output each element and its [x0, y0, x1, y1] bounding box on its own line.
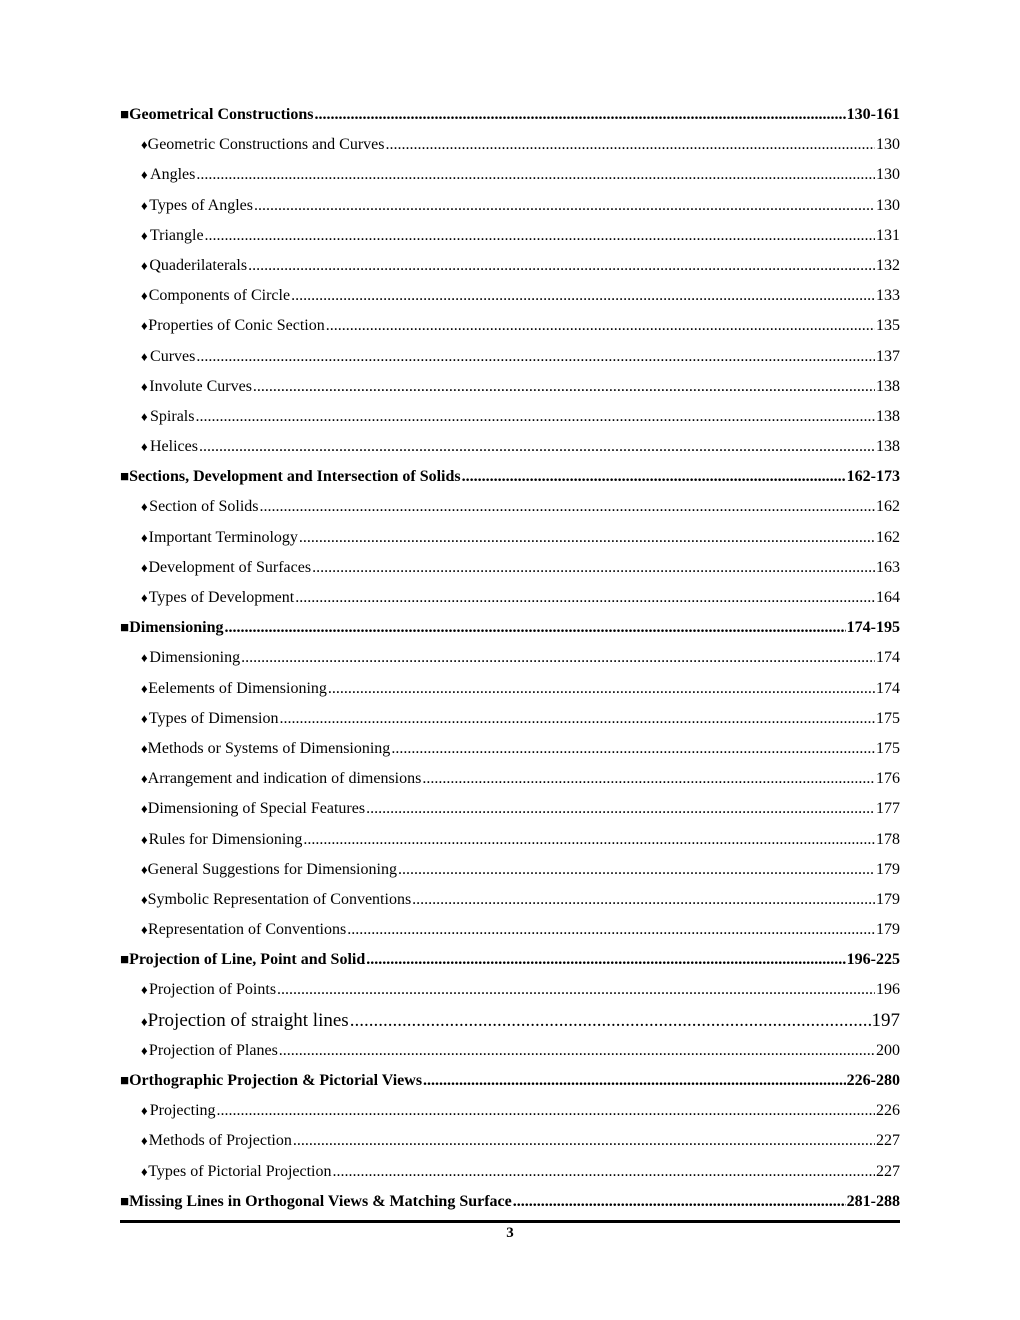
dot-leader — [303, 825, 875, 855]
section-page-range: 196-225 — [846, 951, 900, 969]
entry-page-number: 163 — [876, 558, 900, 576]
section-page-range: 174-195 — [846, 619, 900, 637]
diamond-bullet-icon: ♦ — [141, 740, 148, 756]
toc-entry-row[interactable] — [120, 221, 900, 251]
dot-leader — [333, 1157, 876, 1187]
square-bullet-icon: ■ — [120, 952, 130, 969]
toc-entry-row[interactable] — [120, 1006, 900, 1036]
entry-page-number: 130 — [876, 196, 900, 214]
dot-leader — [326, 311, 875, 341]
dot-leader — [462, 462, 846, 492]
entry-title: Eelements of Dimensioning — [148, 679, 327, 697]
toc-entry-row[interactable] — [120, 855, 900, 885]
toc-section-row[interactable] — [120, 100, 900, 130]
dot-leader — [260, 492, 875, 522]
page-number: 3 — [506, 1225, 514, 1241]
dot-leader — [195, 402, 875, 432]
dot-leader — [241, 643, 875, 673]
diamond-bullet-icon: ♦ — [141, 861, 148, 877]
diamond-bullet-icon: ♦ — [141, 680, 148, 696]
toc-entry-row[interactable] — [120, 402, 900, 432]
diamond-bullet-icon: ♦ — [141, 288, 148, 304]
entry-title: Components of Circle — [148, 287, 291, 305]
toc-entry-row[interactable] — [120, 372, 900, 402]
dot-leader — [277, 975, 875, 1005]
diamond-bullet-icon: ♦ — [141, 408, 148, 424]
toc-entry-row[interactable] — [120, 915, 900, 945]
entry-title: Arrangement and indication of dimensions — [147, 770, 422, 788]
entry-page-number: 227 — [876, 1162, 900, 1180]
dot-leader — [513, 1187, 846, 1217]
diamond-bullet-icon: ♦ — [141, 1103, 148, 1119]
dot-leader — [253, 372, 875, 402]
diamond-bullet-icon: ♦ — [141, 318, 148, 334]
square-bullet-icon: ■ — [120, 620, 130, 637]
section-page-range: 130-161 — [846, 106, 900, 123]
dot-leader — [314, 100, 845, 130]
entry-page-number: 197 — [871, 1009, 900, 1031]
square-bullet-icon: ■ — [120, 1193, 130, 1210]
dot-leader — [291, 281, 875, 311]
toc-entry-row[interactable] — [120, 1096, 900, 1126]
section-title: Missing Lines in Orthogonal Views & Matching Surface — [129, 1192, 512, 1210]
toc-section-row[interactable] — [120, 613, 900, 643]
diamond-bullet-icon: ♦ — [141, 1133, 148, 1149]
toc-entry-row[interactable] — [120, 160, 900, 190]
entry-page-number: 179 — [876, 890, 900, 908]
dot-leader — [205, 221, 875, 251]
entry-page-number: 138 — [876, 407, 900, 425]
entry-page-number: 178 — [876, 830, 900, 848]
entry-title: Quaderilaterals — [149, 256, 248, 274]
square-bullet-icon: ■ — [120, 469, 130, 486]
diamond-bullet-icon: ♦ — [141, 439, 148, 455]
diamond-bullet-icon: ♦ — [141, 227, 148, 243]
entry-page-number: 200 — [876, 1041, 900, 1059]
entry-title: Helices — [149, 438, 198, 456]
dot-leader — [312, 553, 875, 583]
section-title: Geometrical Constructions — [129, 106, 314, 123]
toc-section-row[interactable] — [120, 1187, 900, 1217]
entry-title: Symbolic Representation of Conventions — [147, 890, 412, 908]
diamond-bullet-icon: ♦ — [141, 771, 148, 787]
entry-title: Triangle — [149, 226, 204, 244]
table-of-contents — [120, 100, 900, 1217]
entry-page-number: 138 — [876, 377, 900, 395]
entry-title: Angles — [150, 166, 196, 184]
entry-page-number: 162 — [876, 498, 900, 516]
entry-title: Development of Surfaces — [148, 558, 312, 576]
toc-entry-row[interactable] — [120, 130, 900, 160]
toc-section-row[interactable] — [120, 462, 900, 492]
entry-page-number: 138 — [876, 438, 900, 456]
entry-title: Types of Development — [148, 589, 295, 606]
diamond-bullet-icon: ♦ — [141, 167, 148, 183]
entry-title: Projection of Planes — [148, 1041, 278, 1059]
entry-title: Methods of Projection — [148, 1132, 292, 1150]
square-bullet-icon: ■ — [120, 107, 130, 123]
dot-leader — [347, 915, 875, 945]
diamond-bullet-icon: ♦ — [141, 710, 148, 726]
entry-title: Types of Dimension — [148, 709, 279, 727]
diamond-bullet-icon: ♦ — [141, 801, 148, 817]
toc-entry-row[interactable] — [120, 825, 900, 855]
section-title: Dimensioning — [129, 619, 224, 637]
entry-page-number: 177 — [876, 800, 900, 818]
entry-title: Curves — [150, 347, 196, 365]
entry-page-number: 179 — [876, 921, 900, 939]
diamond-bullet-icon: ♦ — [141, 1163, 148, 1179]
dot-leader — [391, 734, 875, 764]
entry-title: Methods or Systems of Dimensioning — [147, 739, 391, 757]
entry-page-number: 175 — [876, 709, 900, 727]
toc-entry-row[interactable] — [120, 281, 900, 311]
entry-page-number: 196 — [876, 981, 900, 999]
entry-title: General Suggestions for Dimensioning — [147, 860, 397, 878]
entry-page-number: 174 — [876, 649, 900, 667]
toc-entry-row[interactable] — [120, 734, 900, 764]
dot-leader — [328, 674, 875, 704]
entry-title: Types of Pictorial Projection — [148, 1162, 332, 1180]
diamond-bullet-icon: ♦ — [141, 891, 148, 907]
toc-entry-row[interactable] — [120, 764, 900, 794]
dot-leader — [217, 1096, 875, 1126]
toc-entry-row[interactable] — [120, 674, 900, 704]
dot-leader — [254, 191, 875, 221]
dot-leader — [412, 885, 875, 915]
toc-entry-row[interactable] — [120, 704, 900, 734]
dot-leader — [248, 251, 875, 281]
section-page-range: 281-288 — [846, 1192, 900, 1210]
entry-page-number: 176 — [876, 770, 900, 788]
toc-entry-row[interactable] — [120, 523, 900, 553]
entry-title: Projection of straight lines — [147, 1009, 349, 1031]
section-title: Orthographic Projection & Pictorial Views — [129, 1072, 423, 1089]
toc-entry-row[interactable] — [120, 432, 900, 462]
entry-page-number: 175 — [876, 739, 900, 757]
diamond-bullet-icon: ♦ — [141, 650, 148, 666]
toc-entry-row[interactable] — [120, 251, 900, 281]
diamond-bullet-icon: ♦ — [141, 348, 148, 364]
entry-title: Involute Curves — [149, 377, 252, 395]
toc-entry-row[interactable] — [120, 342, 900, 372]
toc-entry-row[interactable] — [120, 1036, 900, 1066]
entry-title: Properties of Conic Section — [148, 317, 325, 335]
toc-entry-row[interactable] — [120, 583, 900, 613]
entry-page-number: 131 — [876, 226, 900, 244]
dot-leader — [366, 945, 845, 975]
entry-page-number: 130 — [876, 136, 900, 154]
toc-section-row[interactable] — [120, 1066, 900, 1096]
entry-page-number: 179 — [876, 860, 900, 878]
toc-entry-row[interactable] — [120, 1157, 900, 1187]
diamond-bullet-icon: ♦ — [141, 499, 148, 515]
dot-leader — [422, 764, 875, 794]
dot-leader — [293, 1126, 875, 1156]
entry-page-number: 135 — [876, 317, 900, 335]
entry-title: Important Terminology — [148, 528, 298, 546]
toc-entry-row[interactable] — [120, 643, 900, 673]
entry-page-number: 130 — [876, 166, 900, 184]
toc-entry-row[interactable] — [120, 311, 900, 341]
dot-leader — [199, 432, 875, 462]
section-page-range: 226-280 — [846, 1072, 900, 1089]
dot-leader — [295, 583, 875, 613]
dot-leader — [279, 704, 875, 734]
dot-leader — [279, 1036, 875, 1066]
entry-page-number: 164 — [876, 589, 900, 606]
toc-entry-row[interactable] — [120, 794, 900, 824]
diamond-bullet-icon: ♦ — [141, 1013, 148, 1029]
dot-leader — [299, 523, 875, 553]
entry-title: Projecting — [149, 1102, 216, 1120]
entry-page-number: 174 — [876, 679, 900, 697]
section-title: Projection of Line, Point and Solid — [129, 951, 366, 969]
toc-entry-row[interactable] — [120, 885, 900, 915]
dot-leader — [196, 160, 875, 190]
dot-leader — [385, 130, 875, 160]
entry-title: Dimensioning — [149, 649, 241, 667]
toc-entry-row[interactable] — [120, 553, 900, 583]
diamond-bullet-icon: ♦ — [141, 529, 148, 545]
entry-title: Geometric Constructions and Curves — [147, 136, 385, 154]
dot-leader — [196, 342, 875, 372]
section-title: Sections, Development and Intersection of Solids — [129, 468, 461, 486]
dot-leader — [350, 1006, 871, 1036]
diamond-bullet-icon: ♦ — [141, 559, 148, 575]
footer-rule — [120, 1220, 900, 1223]
diamond-bullet-icon: ♦ — [141, 137, 148, 153]
entry-title: Dimensioning of Special Features — [147, 800, 366, 818]
entry-title: Spirals — [150, 407, 195, 425]
entry-page-number: 137 — [876, 347, 900, 365]
dot-leader — [224, 613, 845, 643]
dot-leader — [423, 1066, 846, 1096]
section-page-range: 162-173 — [846, 468, 900, 486]
toc-entry-row[interactable] — [120, 975, 900, 1005]
entry-title: Projection of Points — [148, 981, 277, 999]
diamond-bullet-icon: ♦ — [141, 197, 148, 213]
entry-title: Representation of Conventions — [148, 921, 347, 939]
diamond-bullet-icon: ♦ — [141, 257, 148, 273]
entry-title: Types of Angles — [149, 196, 254, 214]
diamond-bullet-icon: ♦ — [141, 1042, 148, 1058]
dot-leader — [366, 794, 875, 824]
square-bullet-icon: ■ — [120, 1073, 130, 1089]
diamond-bullet-icon: ♦ — [141, 590, 148, 605]
diamond-bullet-icon: ♦ — [141, 831, 148, 847]
toc-entry-row[interactable] — [120, 492, 900, 522]
entry-page-number: 133 — [876, 287, 900, 305]
entry-page-number: 162 — [876, 528, 900, 546]
dot-leader — [398, 855, 875, 885]
diamond-bullet-icon: ♦ — [141, 922, 148, 938]
entry-page-number: 132 — [876, 256, 900, 274]
diamond-bullet-icon: ♦ — [141, 982, 148, 998]
toc-entry-row[interactable] — [120, 1126, 900, 1156]
toc-section-row[interactable] — [120, 945, 900, 975]
entry-page-number: 226 — [876, 1102, 900, 1120]
toc-entry-row[interactable] — [120, 191, 900, 221]
entry-page-number: 227 — [876, 1132, 900, 1150]
entry-title: Rules for Dimensioning — [148, 830, 303, 848]
diamond-bullet-icon: ♦ — [141, 378, 148, 394]
entry-title: Section of Solids — [149, 498, 259, 516]
